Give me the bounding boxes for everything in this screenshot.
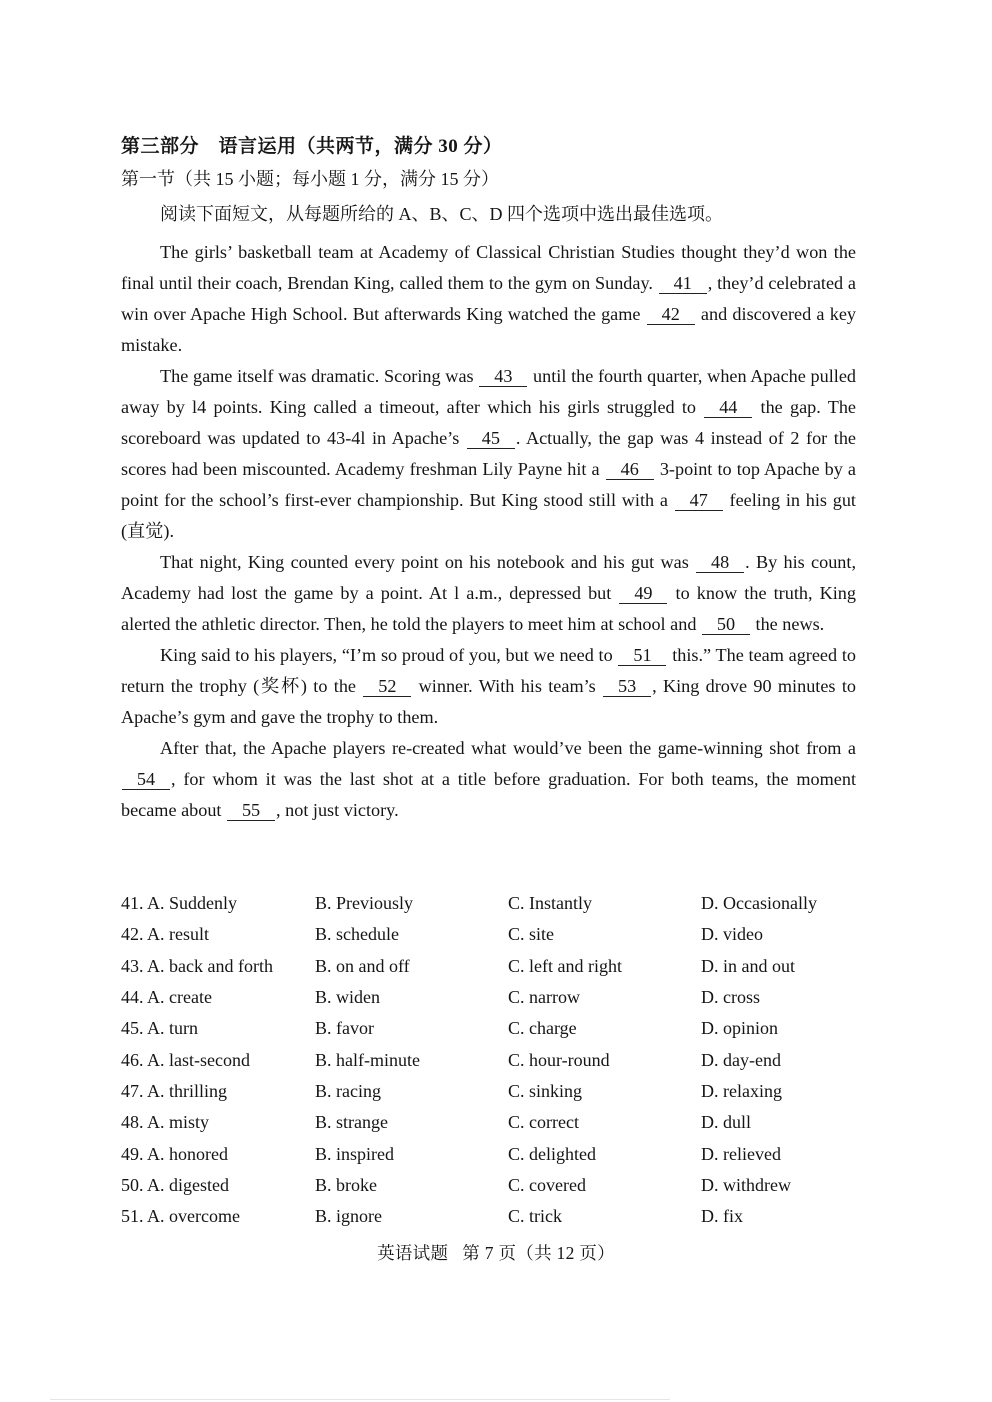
passage-text: to know the truth, King alerted the athletic director. Then, he told the players to meet him at school and — [121, 583, 856, 634]
option-a — [121, 1144, 315, 1165]
passage-text: , for whom it was the last shot at a title before graduation. For both teams, the moment became about — [121, 769, 856, 820]
option-c: C. delighted — [508, 1143, 596, 1164]
question-row — [121, 1170, 841, 1201]
cloze-blank: 47 — [675, 491, 723, 511]
option-d: D. day-end — [701, 1049, 781, 1070]
question-row — [121, 1201, 841, 1232]
cloze-blank: 42 — [647, 305, 695, 325]
option-d: D. video — [701, 924, 763, 945]
passage-text: , King drove 90 minutes to Apache’s gym and gave the trophy to them. — [121, 676, 856, 727]
option-a-text: A. last-second — [147, 1049, 250, 1070]
passage-text: , they’d celebrated a win over Apache High School. But afterwards King watched the game — [121, 273, 857, 324]
option-a-text: A. turn — [147, 1018, 199, 1039]
cloze-blank: 46 — [606, 460, 654, 480]
passage-text: King said to his players, “I’m so proud of you, but we need to — [160, 645, 618, 665]
cloze-blank: 43 — [479, 367, 527, 387]
option-a-text: A. Suddenly — [147, 893, 238, 914]
option-b: B. inspired — [315, 1143, 394, 1164]
question-row — [121, 1107, 841, 1138]
option-a — [121, 1206, 315, 1227]
option-b: B. Previously — [315, 893, 414, 914]
option-a-text: A. honored — [147, 1143, 228, 1164]
option-d: D. relieved — [701, 1143, 781, 1164]
passage-text: the gap. The scoreboard was updated to 43-4l in Apache’s — [121, 397, 856, 448]
subsection-heading: 第一节（共 15 小题；每小题 1 分，满分 15 分） — [121, 169, 499, 189]
question-row — [121, 1076, 841, 1107]
cloze-blank: 49 — [619, 584, 667, 604]
option-a — [121, 893, 315, 914]
question-row — [121, 1013, 841, 1044]
cloze-blank: 54 — [122, 770, 170, 790]
option-d: D. withdrew — [701, 1174, 791, 1195]
question-number: 41. — [121, 893, 144, 914]
cloze-blank: 44 — [704, 398, 752, 418]
question-number: 50. — [121, 1174, 144, 1195]
option-a — [121, 1081, 315, 1102]
option-a-text: A. misty — [147, 1112, 210, 1133]
option-d: D. dull — [701, 1112, 752, 1133]
passage-text: and discovered a key mistake. — [121, 304, 856, 355]
question-number: 51. — [121, 1206, 144, 1227]
option-b: B. broke — [315, 1174, 377, 1195]
cloze-blank: 41 — [659, 274, 707, 294]
option-a — [121, 1018, 315, 1039]
option-c: C. covered — [508, 1174, 586, 1195]
passage-paragraph — [121, 237, 856, 361]
cloze-blank: 51 — [618, 646, 666, 666]
option-d: D. Occasionally — [701, 893, 817, 914]
option-b: B. half-minute — [315, 1049, 420, 1070]
option-c: C. narrow — [508, 987, 580, 1008]
cloze-blank: 52 — [363, 677, 411, 697]
option-d: D. in and out — [701, 955, 795, 976]
passage-paragraph — [121, 547, 856, 640]
question-number: 46. — [121, 1049, 144, 1070]
option-b: B. favor — [315, 1018, 374, 1039]
option-c: C. left and right — [508, 955, 622, 976]
option-b: B. widen — [315, 987, 380, 1008]
cloze-blank: 55 — [227, 801, 275, 821]
question-options — [121, 888, 841, 1232]
option-d: D. cross — [701, 987, 760, 1008]
option-c: C. site — [508, 924, 555, 945]
option-a-text: A. result — [147, 924, 210, 945]
question-row — [121, 888, 841, 919]
option-c: C. Instantly — [508, 893, 592, 914]
page-footer — [0, 1240, 992, 1265]
option-b: B. strange — [315, 1112, 388, 1133]
passage-text: . By his count, Academy had lost the game by a point. At l a.m., depressed but — [121, 552, 857, 603]
cloze-passage — [121, 237, 856, 826]
question-number: 42. — [121, 924, 144, 945]
passage-text: That night, King counted every point on his notebook and his gut was — [160, 552, 696, 572]
option-d: D. relaxing — [701, 1080, 782, 1101]
scan-edge-line — [50, 1399, 670, 1400]
option-d: D. fix — [701, 1206, 743, 1227]
passage-paragraph — [121, 640, 856, 733]
option-a — [121, 1112, 315, 1133]
passage-paragraph — [121, 361, 856, 547]
option-a — [121, 1050, 315, 1071]
question-row — [121, 1044, 841, 1075]
option-b: B. racing — [315, 1080, 381, 1101]
footer-subject: 英语试题 — [377, 1243, 449, 1263]
option-c: C. sinking — [508, 1080, 583, 1101]
option-c: C. trick — [508, 1206, 562, 1227]
option-b: B. schedule — [315, 924, 399, 945]
passage-text: 3-point to top Apache by a point for the school’s first-ever championship. But King stood still with a — [121, 459, 856, 510]
option-d: D. opinion — [701, 1018, 779, 1039]
passage-text: The game itself was dramatic. Scoring was — [160, 366, 479, 386]
question-number: 45. — [121, 1018, 144, 1039]
option-a-text: A. thrilling — [147, 1080, 228, 1101]
option-a-text: A. back and forth — [147, 955, 273, 976]
question-row — [121, 1138, 841, 1169]
option-a — [121, 1175, 315, 1196]
cloze-blank: 53 — [603, 677, 651, 697]
cloze-blank: 48 — [696, 553, 744, 573]
cloze-blank: 50 — [702, 615, 750, 635]
option-c: C. charge — [508, 1018, 577, 1039]
passage-text: until the fourth quarter, when Apache pulled away by l4 points. King called a timeout, after which his girls struggled to — [121, 366, 856, 417]
question-row — [121, 982, 841, 1013]
footer-page-info: 第 7 页（共 12 页） — [462, 1243, 615, 1263]
passage-text: , not just victory. — [276, 800, 399, 820]
option-b: B. ignore — [315, 1206, 382, 1227]
instruction-text: 阅读下面短文，从每题所给的 A、B、C、D 四个选项中选出最佳选项。 — [160, 204, 724, 224]
passage-text: After that, the Apache players re-created what would’ve been the game-winning shot from a — [160, 738, 856, 758]
passage-text: the news. — [750, 614, 825, 634]
option-a — [121, 987, 315, 1008]
passage-text: . Actually, the gap was 4 instead of 2 for the scores had been miscounted. Academy freshman Lily Payne hit a — [121, 428, 856, 479]
question-row — [121, 951, 841, 982]
option-a-text: A. overcome — [147, 1206, 240, 1227]
question-number: 49. — [121, 1143, 144, 1164]
cloze-blank: 45 — [467, 429, 515, 449]
option-a — [121, 924, 315, 945]
passage-text: winner. With his team’s — [412, 676, 603, 696]
passage-text: feeling in his gut (直觉). — [121, 490, 856, 541]
passage-text: this.” The team agreed to return the trophy (奖杯) to the — [121, 645, 856, 696]
option-b: B. on and off — [315, 955, 410, 976]
question-number: 48. — [121, 1112, 144, 1133]
option-c: C. correct — [508, 1112, 579, 1133]
option-a — [121, 956, 315, 977]
passage-paragraph — [121, 733, 856, 826]
question-number: 47. — [121, 1080, 144, 1101]
option-a-text: A. digested — [147, 1174, 229, 1195]
option-c: C. hour-round — [508, 1049, 610, 1070]
passage-text: The girls’ basketball team at Academy of Classical Christian Studies thought they’d won the final until their coach, Brendan King, called them to the gym on Sunday. — [121, 242, 856, 293]
question-row — [121, 919, 841, 950]
option-a-text: A. create — [147, 987, 212, 1008]
question-number: 44. — [121, 987, 144, 1008]
question-number: 43. — [121, 955, 144, 976]
section-heading: 第三部分 语言运用（共两节，满分 30 分） — [121, 136, 503, 157]
